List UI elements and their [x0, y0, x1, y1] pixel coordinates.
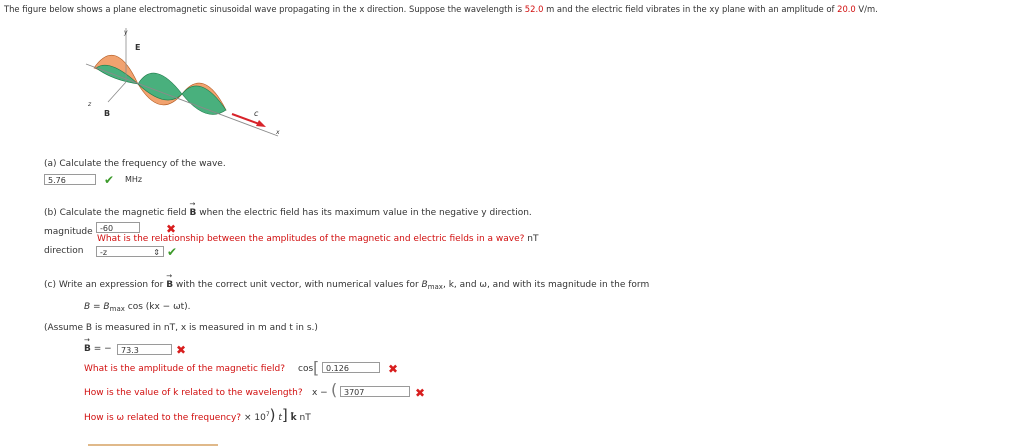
part-a-question: (a) Calculate the frequency of the wave. — [44, 159, 226, 169]
omega-input[interactable]: 3707 — [340, 386, 410, 397]
problem-intro — [4, 4, 878, 14]
k-hat-unit-vector: k̂ — [290, 413, 297, 423]
magnitude-hint-text: What is the relationship between the amplitudes of the magnetic and electric fields in a wave? — [97, 234, 525, 244]
amplitude-value: 20.0 — [837, 4, 856, 14]
cross-icon: ✖ — [388, 362, 399, 376]
times-ten: × 10 — [243, 413, 266, 423]
check-icon: ✔ — [104, 173, 115, 187]
part-c-mid: with the correct unit vector, with numerical values for — [173, 280, 422, 290]
k-input[interactable]: 0.126 — [322, 362, 380, 373]
direction-label: direction — [44, 246, 84, 256]
cross-icon: ✖ — [176, 343, 187, 357]
fig-label-y: y — [124, 29, 128, 36]
bottom-divider-right — [138, 444, 218, 446]
fig-label-c: c — [254, 109, 259, 118]
magnitude-hint — [97, 234, 539, 244]
b-vector-symbol: → B — [166, 280, 173, 290]
frequency-unit: MHz — [125, 175, 143, 184]
b-expression-start — [84, 344, 112, 354]
k-hint: How is the value of k related to the wavelength? — [84, 388, 303, 398]
cross-icon: ✖ — [166, 222, 177, 236]
magnitude-input[interactable]: -60 — [96, 222, 140, 233]
part-b-suffix: when the electric field has its maximum value in the negative y direction. — [196, 208, 532, 218]
magnitude-unit: nT — [527, 234, 539, 244]
intro-text: The figure below shows a plane electromagnetic sinusoidal wave propagating in the x direction. Suppose the wavelength is — [4, 4, 525, 14]
paren-close: ) — [269, 406, 276, 424]
omega-line — [84, 406, 311, 424]
cos-label: cos — [298, 364, 314, 374]
cross-icon: ✖ — [415, 386, 426, 400]
omega-hint: How is ω related to the frequency? — [84, 413, 242, 423]
direction-select[interactable] — [96, 246, 164, 257]
part-c-tail: , k, and ω, and with its magnitude in the form — [442, 280, 650, 290]
bracket-close: ] — [281, 406, 288, 424]
intro-text-mid: m and the electric field vibrates in the xy plane with an amplitude of — [543, 4, 838, 14]
part-b-question — [44, 208, 532, 218]
em-wave-figure — [82, 24, 292, 144]
assumption-note: (Assume B is measured in nT, x is measured in m and t in s.) — [44, 323, 318, 333]
b-vector-symbol: → B — [189, 208, 196, 218]
x-minus: x − — [312, 388, 328, 398]
direction-selected-value: -z — [100, 248, 108, 257]
b-equals: = − — [93, 344, 112, 354]
select-arrows-icon: ⇕ — [153, 248, 160, 257]
bmax-symbol: B — [421, 280, 428, 290]
part-c-question — [44, 280, 649, 291]
wavelength-value: 52.0 — [524, 4, 544, 14]
amplitude-hint: What is the amplitude of the magnetic field? — [84, 364, 285, 374]
bracket-open: [ — [313, 358, 320, 377]
x-axis — [86, 64, 278, 136]
frequency-input[interactable]: 5.76 — [44, 174, 96, 185]
fig-label-x: x — [276, 129, 280, 136]
z-axis — [108, 82, 126, 102]
fig-label-z: z — [88, 101, 92, 108]
exponent: 7 — [265, 411, 270, 418]
b-vector-symbol: → B — [84, 344, 91, 354]
bmax-input[interactable]: 73.3 — [117, 344, 172, 355]
formula-rhs: cos (kx − ωt). — [124, 302, 191, 312]
intro-text-end: V/m. — [855, 4, 878, 14]
t-symbol: t — [278, 413, 282, 423]
formula-lhs: B = B — [84, 302, 110, 312]
bmax-subscript: max — [427, 283, 443, 291]
magnetic-field-wave — [96, 65, 226, 114]
form-formula — [84, 302, 191, 313]
part-c-prefix: (c) Write an expression for — [44, 280, 167, 290]
fig-label-B: B — [104, 109, 111, 118]
part-b-prefix: (b) Calculate the magnetic field — [44, 208, 190, 218]
fig-label-E: E — [135, 43, 141, 52]
final-unit: nT — [299, 413, 311, 423]
check-icon: ✔ — [167, 245, 178, 259]
paren-open: ( — [331, 380, 338, 399]
formula-subscript: max — [109, 305, 125, 313]
magnitude-label: magnitude — [44, 227, 93, 237]
